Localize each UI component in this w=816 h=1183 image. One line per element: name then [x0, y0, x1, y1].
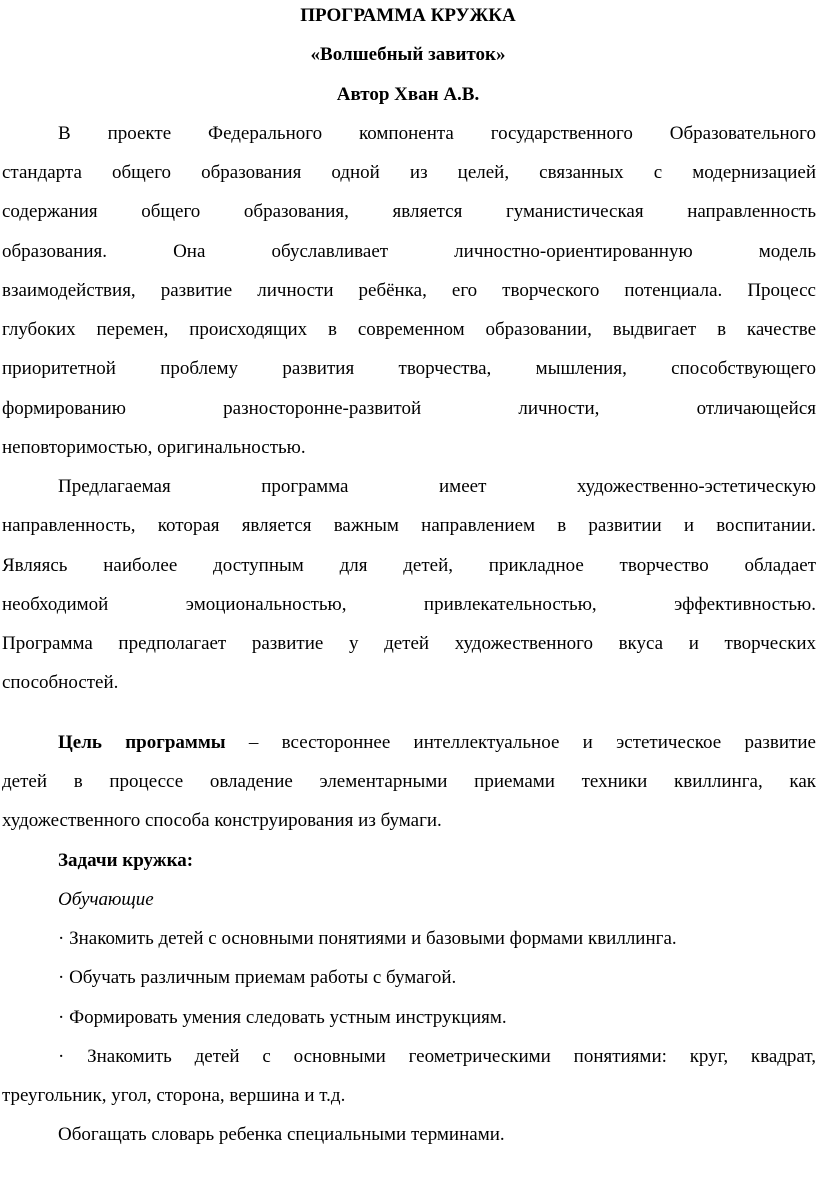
goal-line: детей в процессе овладение элементарными приемами техники квиллинга, как [2, 771, 816, 792]
goal-label: Цель программы [58, 732, 226, 753]
teaching-heading: Обучающие [58, 889, 154, 910]
task-item: Обогащать словарь ребенка специальными терминами. [58, 1124, 505, 1145]
document-author: Автор Хван А.В. [336, 84, 480, 105]
goal-line [0, 731, 816, 755]
paragraph-1-line: формированию разносторонне-развитой личности, отличающейся [2, 398, 816, 419]
paragraph-1-line: образования. Она обуславливает личностно-ориентированную модель [2, 241, 816, 262]
paragraph-2-line: направленность, которая является важным направлением в развитии и воспитании. [2, 515, 816, 536]
paragraph-1-line: неповторимостью, оригинальностью. [2, 437, 306, 458]
paragraph-1-line: содержания общего образования, является гуманистическая направленность [2, 201, 816, 222]
paragraph-1-line: стандарта общего образования одной из целей, связанных с модернизацией [2, 162, 816, 183]
goal-text: – всестороннее интеллектуальное и эстетическое развитие [225, 732, 816, 753]
tasks-heading: Задачи кружка: [58, 850, 194, 871]
task-item: · Знакомить детей с основными понятиями и базовыми формами квиллинга. [58, 928, 677, 949]
task-item: · Формировать умения следовать устным инструкциям. [58, 1007, 507, 1028]
paragraph-2-line: способностей. [2, 672, 119, 693]
paragraph-1-line: приоритетной проблему развития творчества, мышления, способствующего [2, 358, 816, 379]
paragraph-1-line: взаимодействия, развитие личности ребёнка, его творческого потенциала. Процесс [2, 280, 816, 301]
task-item: · Обучать различным приемам работы с бумагой. [58, 967, 457, 988]
goal-line: художественного способа конструирования из бумаги. [2, 810, 442, 831]
paragraph-1-line: глубоких перемен, происходящих в современном образовании, выдвигает в качестве [2, 319, 816, 340]
task-item: треугольник, угол, сторона, вершина и т.д. [2, 1085, 346, 1106]
document-subtitle: «Волшебный завиток» [310, 44, 506, 65]
paragraph-2-line: необходимой эмоциональностью, привлекательностью, эффективностью. [2, 594, 816, 615]
task-item: · Знакомить детей с основными геометрическими понятиями: круг, квадрат, [58, 1046, 816, 1067]
paragraph-2-line: Программа предполагает развитие у детей художественного вкуса и творческих [2, 633, 816, 654]
paragraph-1-line: В проекте Федерального компонента государственного Образовательного [58, 123, 816, 144]
paragraph-2-line: Являясь наиболее доступным для детей, прикладное творчество обладает [2, 555, 816, 576]
document-title: ПРОГРАММА КРУЖКА [300, 5, 516, 26]
paragraph-2-line: Предлагаемая программа имеет художественно-эстетическую [58, 476, 816, 497]
